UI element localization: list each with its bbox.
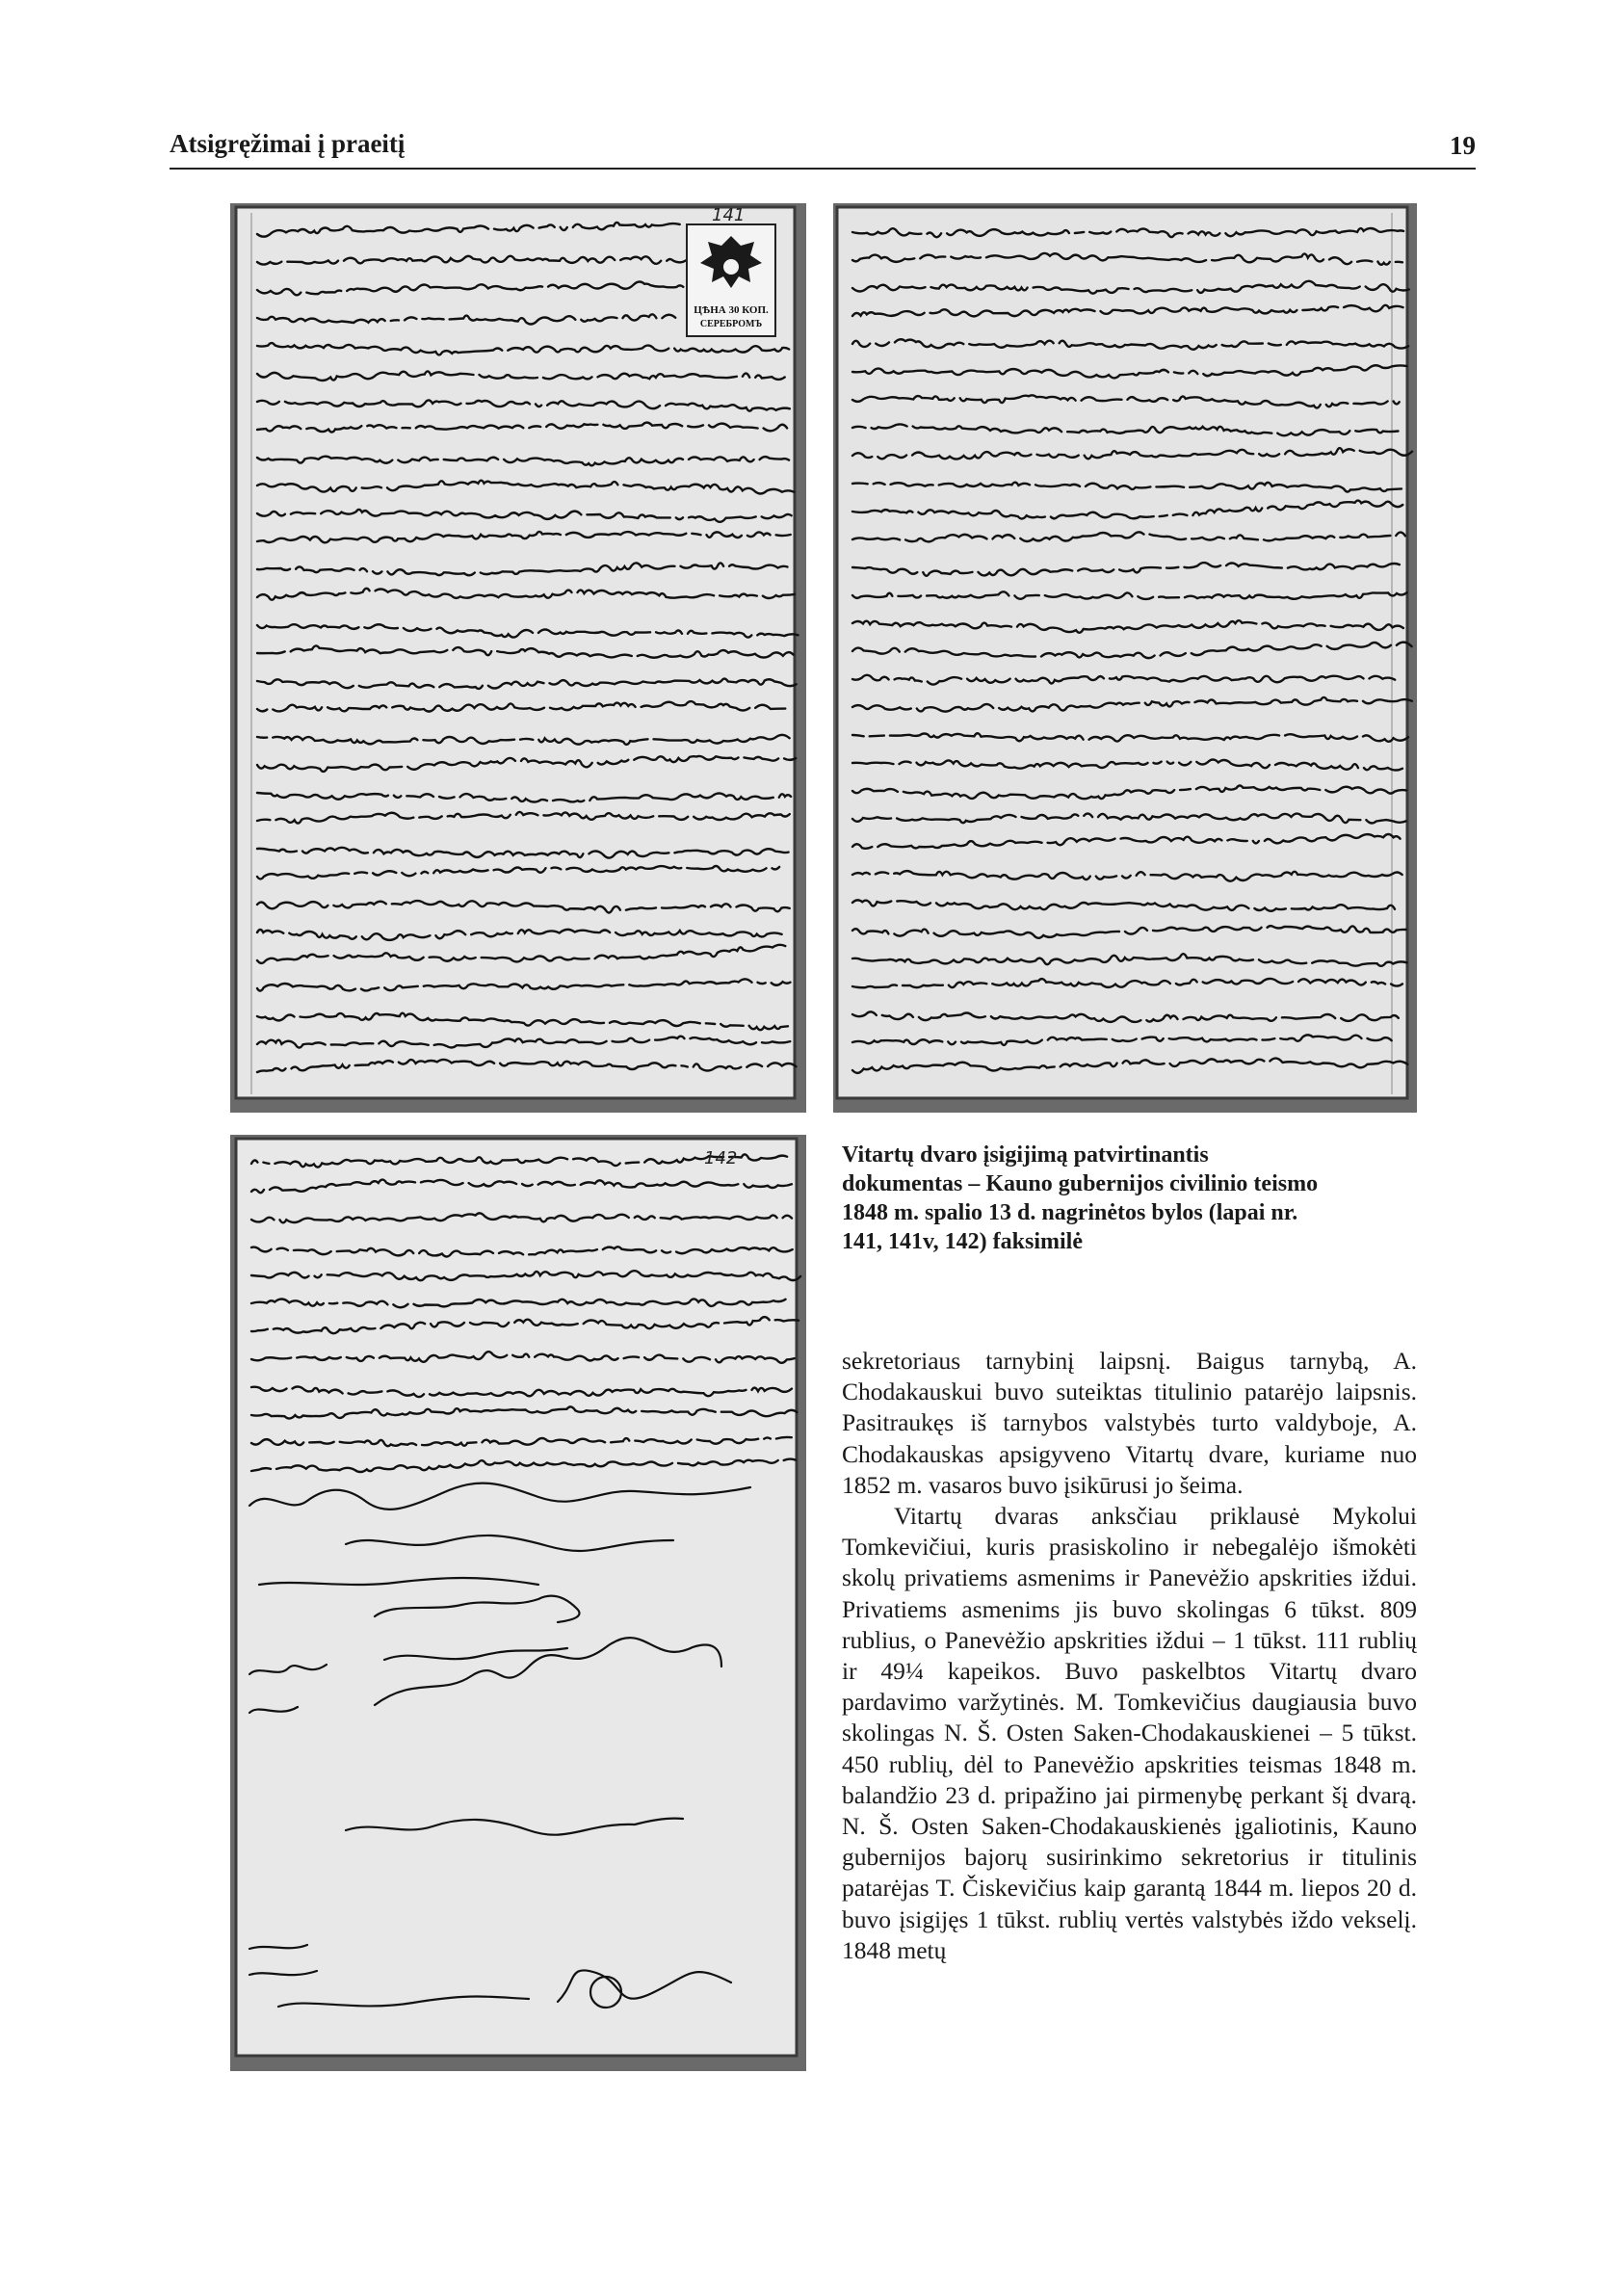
facsimile-page-141v-image bbox=[833, 203, 1417, 1113]
caption-line: 141, 141v, 142) faksimilė bbox=[842, 1229, 1083, 1254]
body-text bbox=[842, 1346, 1417, 1966]
body-paragraph: Vitartų dvaras anksčiau priklausė Mykolui Tomkevičiui, kuris prasiskolino ir nebegalėjo išmokėti skolų privatiems asmenims ir Panevėžio apskrities iždui. Privatiems asmenims jis buvo skolingas 6 tūkst. 809 rublius, o Panevėžio apskrities iždui – 1 tūkst. 111 rublių ir 49¼ kapeikos. Buvo paskelbtos Vitartų dvaro pardavimo varžytinės. M. Tomkevičius daugiausia buvo skolingas N. Š. Osten Saken-Chodakauskienei – 5 tūkst. 450 rublių, dėl to Panevėžio apskrities teismas 1848 m. balandžio 23 d. pripažino jai pirmenybę perkant šį dvarą. N. Š. Osten Saken-Chodakauskienės įgaliotinis, Kauno gubernijos bajorų susirinkimo sekretorius ir titulinis patarėjas T. Čiskevičius kaip garantą 1844 m. liepos 20 d. buvo įsigijęs 1 tūkst. rublių vertės valstybės iždo vekselį. 1848 metų bbox=[842, 1502, 1417, 1964]
body-paragraph: sekretoriaus tarnybinį laipsnį. Baigus tarnybą, A. Chodakauskui buvo suteiktas titulinio patarėjo laipsnis. Pasitraukęs iš tarnybos valstybės turto valdyboje, A. Chodakauskas apsigyveno Vitartų dvare, kuriame nuo 1852 m. vasaros buvo įsikūrusi jo šeima. bbox=[842, 1347, 1417, 1499]
running-head: Atsigręžimai į praeitį bbox=[170, 129, 406, 158]
page-marker-141: 141 bbox=[712, 205, 746, 225]
stamp-currency-text: СЕРЕБРОМЪ bbox=[699, 319, 763, 329]
caption-line: 1848 m. spalio 13 d. nagrinėtos bylos (lapai nr. bbox=[842, 1200, 1298, 1225]
caption-line: Vitartų dvaro įsigijimą patvirtinantis bbox=[842, 1142, 1209, 1168]
page-marker-142: 142 bbox=[704, 1148, 738, 1168]
facsimile-page-141-image bbox=[230, 203, 806, 1113]
facsimile-page-142 bbox=[230, 1135, 806, 2071]
header-rule bbox=[170, 168, 1476, 170]
stamp-price-text: ЦѢНА 30 КОП. bbox=[694, 304, 769, 316]
page-number: 19 bbox=[1450, 131, 1476, 160]
caption-line: dokumentas – Kauno gubernijos civilinio teismo bbox=[842, 1171, 1319, 1196]
facsimile-page-141v bbox=[833, 203, 1417, 1113]
facsimile-page-141 bbox=[230, 203, 806, 1113]
facsimile-page-142-image bbox=[230, 1135, 806, 2071]
figure-caption bbox=[842, 1141, 1381, 1256]
